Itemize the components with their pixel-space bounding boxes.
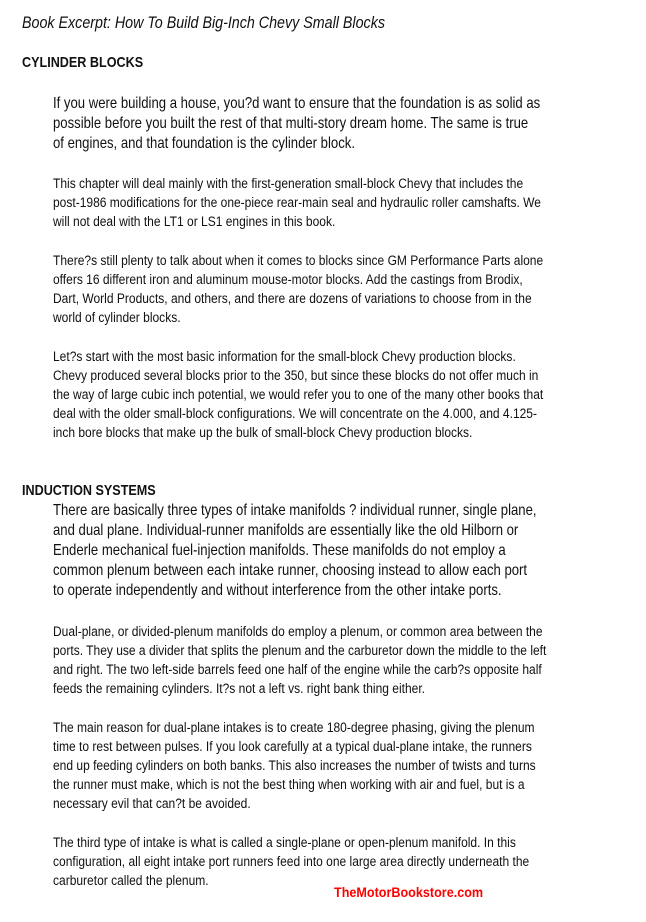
paragraph-line: Let?s start with the most basic information for the small-block Chevy production blocks. xyxy=(53,349,516,364)
paragraph-line: There are basically three types of intake manifolds ? individual runner, single plane, xyxy=(53,502,537,519)
paragraph-line: If you were building a house, you?d want to ensure that the foundation is as solid as xyxy=(53,95,541,112)
paragraph-line: and dual plane. Individual-runner manifolds are essentially like the old Hilborn or xyxy=(53,522,519,539)
paragraph-line: of engines, and that foundation is the cylinder block. xyxy=(53,135,355,152)
paragraph-line: Enderle mechanical fuel-injection manifolds. These manifolds do not employ a xyxy=(53,542,506,559)
paragraph-line: offers 16 different iron and aluminum mouse-motor blocks. Add the castings from Brodix, xyxy=(53,272,523,287)
paragraph-line: The third type of intake is what is called a single-plane or open-plenum manifold. In this xyxy=(53,835,516,850)
paragraph-line: The main reason for dual-plane intakes is to create 180-degree phasing, giving the plenum xyxy=(53,720,535,735)
section-heading: INDUCTION SYSTEMS xyxy=(22,482,156,499)
paragraph-line: There?s still plenty to talk about when it comes to blocks since GM Performance Parts alone xyxy=(53,253,544,268)
paragraph-line: feeds the remaining cylinders. It?s not a left vs. right bank thing either. xyxy=(53,681,426,696)
paragraph-line: the way of large cubic inch potential, we would refer you to one of the many other books that xyxy=(53,387,544,402)
paragraph-line: world of cylinder blocks. xyxy=(53,310,181,325)
paragraph-line: deal with the older small-block configurations. We will concentrate on the 4.000, and 4.125- xyxy=(53,406,537,421)
paragraph-line: ports. They use a divider that splits the plenum and the carburetor down the middle to the left xyxy=(53,643,547,658)
paragraph-line: configuration, all eight intake port runners feed into one large area directly underneath the xyxy=(53,854,530,869)
paragraph-line: Dart, World Products, and others, and there are dozens of variations to choose from in the xyxy=(53,291,532,306)
paragraph-line: post-1986 modifications for the one-piece rear-main seal and hydraulic roller camshafts. We xyxy=(53,195,541,210)
paragraph-line: end up feeding cylinders on both banks. This also increases the number of twists and turns xyxy=(53,758,536,773)
paragraph-line: Dual-plane, or divided-plenum manifolds do employ a plenum, or common area between the xyxy=(53,624,543,639)
page-title: Book Excerpt: How To Build Big-Inch Chevy Small Blocks xyxy=(22,13,385,32)
paragraph-line: the runner must make, which is not the best thing when working with air and fuel, but is a xyxy=(53,777,525,792)
store-link[interactable]: TheMotorBookstore.com xyxy=(334,884,484,900)
paragraph-line: common plenum between each intake runner, choosing instead to allow each port xyxy=(53,562,528,579)
section-heading: CYLINDER BLOCKS xyxy=(22,54,144,71)
paragraph-line: time to rest between pulses. If you look carefully at a typical dual-plane intake, the runners xyxy=(53,739,532,754)
paragraph-line: This chapter will deal mainly with the first-generation small-block Chevy that includes the xyxy=(53,176,524,191)
paragraph-line: to operate independently and without interference from the other intake ports. xyxy=(53,582,502,599)
paragraph-line: Chevy produced several blocks prior to the 350, but since these blocks do not offer much in xyxy=(53,368,539,383)
paragraph-line: inch bore blocks that make up the bulk of small-block Chevy production blocks. xyxy=(53,425,473,440)
paragraph-line: carburetor called the plenum. xyxy=(53,873,209,888)
paragraph-line: and right. The two left-side barrels feed one half of the engine while the carb?s opposite half xyxy=(53,662,542,677)
paragraph-line: necessary evil that can?t be avoided. xyxy=(53,796,251,811)
paragraph-line: possible before you built the rest of that multi-story dream home. The same is true xyxy=(53,115,529,132)
paragraph-line: will not deal with the LT1 or LS1 engines in this book. xyxy=(53,214,336,229)
